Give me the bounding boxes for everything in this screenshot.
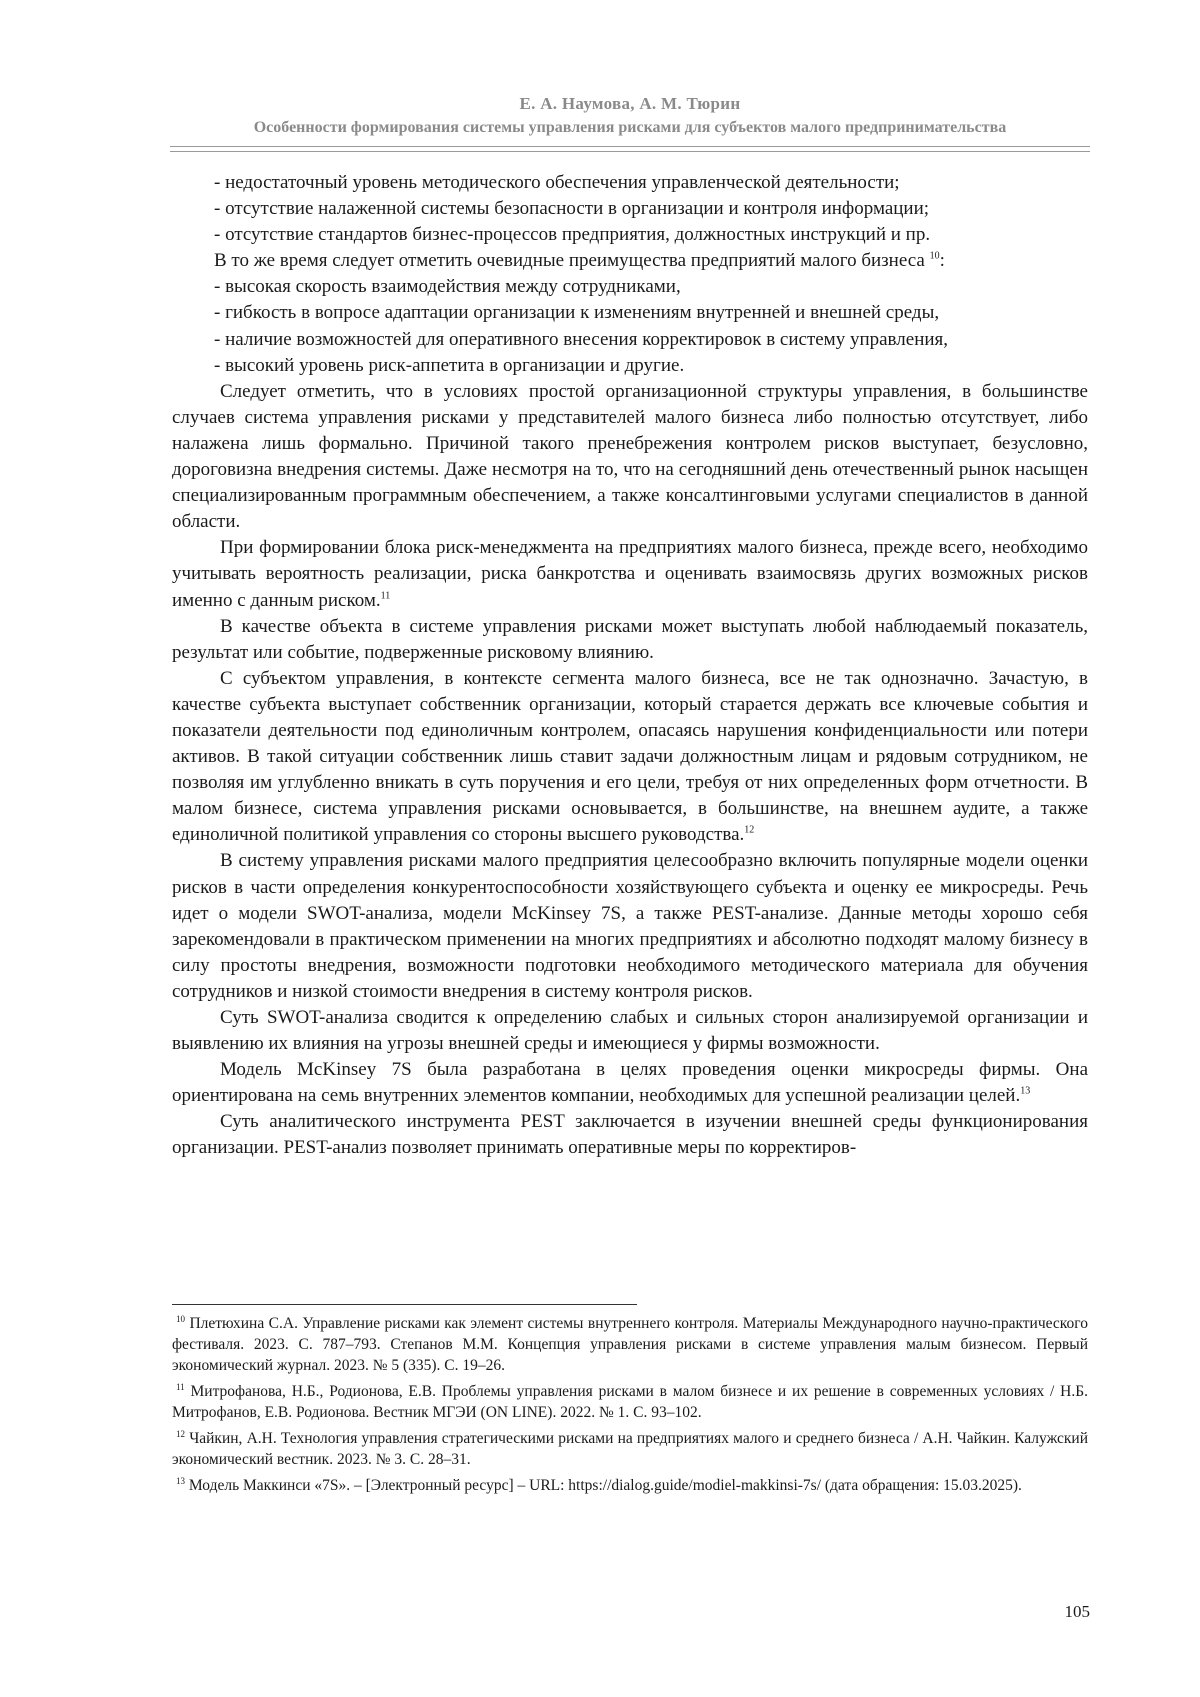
- footnote-ref: 12: [744, 825, 755, 837]
- list-item: [172, 248, 1088, 274]
- paragraph-text: - наличие возможностей для оперативного внесения корректировок в систему управления,: [214, 328, 949, 350]
- paragraph-text: В качестве объекта в системе управления рисками может выступать любой наблюдаемый показатель, результат или событие, подверженные рисковому влиянию.: [172, 615, 1088, 663]
- paragraph-text: - высокий уровень риск-аппетита в организации и другие.: [214, 354, 685, 376]
- paragraph-text: В то же время следует отметить очевидные преимущества предприятий малого бизнеса: [214, 250, 930, 272]
- header-rule-top: [170, 146, 1090, 147]
- header-title: Особенности формирования системы управления рисками для субъектов малого предпринимательства: [253, 119, 1007, 136]
- header-authors: Е. А. Наумова, А. М. Тюрин: [519, 94, 741, 113]
- paragraph-text: Суть аналитического инструмента PEST заключается в изучении внешней среды функционирования организации. PEST-анализ позволяет принимать оперативные меры по корректиров-: [172, 1111, 1088, 1159]
- footnote-separator: [172, 1304, 637, 1305]
- list-item: [172, 196, 1088, 222]
- footnote: [172, 1381, 1088, 1423]
- footnote-number: 10: [176, 1313, 185, 1324]
- paragraph-tail: :: [939, 250, 945, 272]
- footnote-ref: 13: [1020, 1085, 1031, 1097]
- footnote-ref: 10: [929, 250, 940, 262]
- list-item: [172, 274, 1088, 300]
- footnote-number: 13: [176, 1475, 185, 1486]
- footnote-text: Митрофанова, Н.Б., Родионова, Е.В. Проблемы управления рисками в малом бизнесе и их решение в современных условиях / Н.Б. Митрофанов, Е.В. Родионова. Вестник МГЭИ (ON LINE). 2022. № 1. С. 93–102.: [172, 1383, 1089, 1421]
- list-item: [172, 327, 1088, 353]
- paragraph-text: Следует отметить, что в условиях простой организационной структуры управления, в большинстве случаев система управления рисками у представителей малого бизнеса либо полностью отсутствует, либо налажена лишь формально. Причиной такого пренебрежения контролем рисков выступает, безусловно, дороговизна внедрения системы. Даже несмотря на то, что на сегодняшний день отечественный рынок насыщен специализированным программным обеспечением, а также консалтинговыми услугами специалистов в данной области.: [172, 380, 1088, 533]
- paragraph: [172, 614, 1088, 666]
- paragraph-text: Модель McKinsey 7S была разработана в целях проведения оценки микросреды фирмы. Она ориентирована на семь внутренних элементов компании, необходимых для успешной реализации целей.: [172, 1059, 1088, 1107]
- list-item: [172, 353, 1088, 379]
- paragraph: [172, 1005, 1088, 1057]
- footnote: [172, 1475, 1088, 1496]
- paragraph-text: - отсутствие налаженной системы безопасности в организации и контроля информации;: [214, 198, 930, 220]
- paragraph-text: Суть SWOT-анализа сводится к определению слабых и сильных сторон анализируемой организации и выявлению их влияния на угрозы внешней среды и имеющиеся у фирмы возможности.: [172, 1007, 1088, 1055]
- footnote-number: 12: [176, 1428, 185, 1439]
- list-item: [172, 300, 1088, 326]
- paragraph-text: В систему управления рисками малого предприятия целесообразно включить популярные модели оценки рисков в части определения конкурентоспособности хозяйствующего субъекта и оценку ее микросреды. Речь идет о модели SWOT-анализа, модели McKinsey 7S, а также PEST-анализе. Данные методы хорошо себя зарекомендовали в практическом применении на многих предприятиях и абсолютно подходят малому бизнесу в силу простоты внедрения, возможности подготовки необходимого методического материала для обучения сотрудников и низкой стоимости внедрения в систему контроля рисков.: [172, 850, 1088, 1002]
- paragraph-text: - отсутствие стандартов бизнес-процессов предприятия, должностных инструкций и пр.: [214, 224, 931, 246]
- paragraph: [172, 535, 1088, 613]
- main-text: [172, 170, 1088, 1162]
- paragraph-text: С субъектом управления, в контексте сегмента малого бизнеса, все не так однозначно. Зачастую, в качестве субъекта выступает собственник организации, который старается держать все ключевые события и показатели деятельности под единоличным контролем, опасаясь нарушения конфиденциальности или потери активов. В такой ситуации собственник лишь ставит задачи должностным лицам и рядовым сотрудником, не позволяя им углубленно вникать в суть поручения и его цели, требуя от них определенных форм отчетности. В малом бизнесе, система управления рисками основывается, в большинстве, на внешнем аудите, а также единоличной политикой управления со стороны высшего руководства.: [172, 667, 1088, 846]
- footnote: [172, 1313, 1088, 1376]
- paragraph-text: При формировании блока риск-менеджмента на предприятиях малого бизнеса, прежде всего, необходимо учитывать вероятность реализации, риска банкротства и оценивать взаимосвязь других возможных рисков именно с данным риском.: [172, 537, 1088, 611]
- paragraph: [172, 1057, 1088, 1109]
- running-header: [170, 93, 1090, 138]
- paragraph: [172, 379, 1088, 536]
- footnote-text: Чайкин, А.Н. Технология управления стратегическими рисками на предприятиях малого и среднего бизнеса / А.Н. Чайкин. Калужский экономический вестник. 2023. № 3. С. 28–31.: [172, 1430, 1089, 1468]
- list-item: [172, 170, 1088, 196]
- paragraph-text: - гибкость в вопросе адаптации организации к изменениям внутренней и внешней среды,: [214, 302, 940, 324]
- footnote-number: 11: [176, 1381, 185, 1392]
- footnote: [172, 1428, 1088, 1470]
- paragraph: [172, 1109, 1088, 1161]
- paragraph-text: - высокая скорость взаимодействия между сотрудниками,: [214, 276, 681, 298]
- paragraph: [172, 666, 1088, 849]
- paragraph-text: - недостаточный уровень методического обеспечения управленческой деятельности;: [214, 172, 900, 193]
- footnote-text: Модель Маккинси «7S». – [Электронный ресурс] – URL: https://dialog.guide/modiel-makkinsi-7s/ (дата обращения: 15.03.2025).: [188, 1477, 1022, 1494]
- list-item: [172, 222, 1088, 248]
- paragraph: [172, 848, 1088, 1005]
- footnotes: [172, 1313, 1088, 1501]
- header-rule-bottom: [170, 151, 1090, 152]
- footnote-ref: 11: [380, 590, 391, 602]
- footnote-text: Плетюхина С.А. Управление рисками как элемент системы внутреннего контроля. Материалы Международного научно-практического фестиваля. 2023. С. 787–793. Степанов М.М. Концепция управления рисками в системе управления малым бизнесом. Первый экономический журнал. 2023. № 5 (335). С. 19–26.: [172, 1315, 1089, 1374]
- page-number: 105: [1064, 1602, 1090, 1621]
